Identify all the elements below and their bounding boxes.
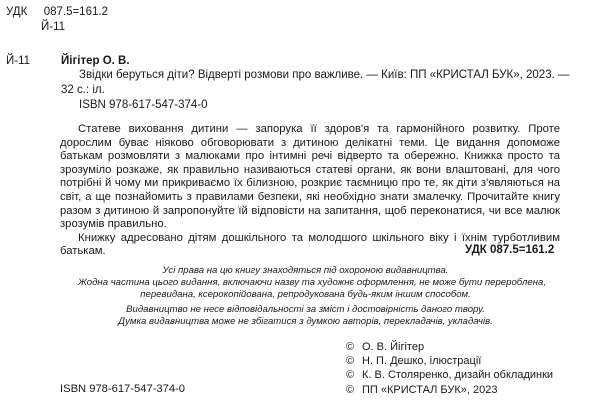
disclaimer-notice bbox=[78, 304, 533, 328]
isbn-bottom: ISBN 978-617-547-374-0 bbox=[60, 383, 186, 395]
disclaimer-line-1: Видавництво не несе відповідальності за зміст і достовірність даного твору. bbox=[126, 304, 485, 315]
copyright-icon: © bbox=[346, 383, 355, 396]
udk-header bbox=[6, 5, 108, 19]
catalog-code: Й-11 bbox=[6, 55, 31, 67]
copyright-row bbox=[346, 383, 553, 397]
annotation-paragraph-2: Книжку адресовано дітям дошкільного та молодшого шкільного віку і їхнім турботливим батькам. bbox=[60, 231, 560, 258]
rights-notice bbox=[78, 265, 546, 302]
rights-line-2: Жодна частина цього видання, включаючи назву та художнє оформлення, не може бути перероблена, bbox=[78, 277, 546, 289]
catalog-pages: 32 с.: іл. bbox=[61, 84, 105, 96]
udk-label: УДК bbox=[6, 6, 28, 18]
copyright-row bbox=[346, 368, 553, 382]
copyright-block bbox=[346, 340, 553, 397]
copyright-row bbox=[346, 340, 553, 354]
copyright-publisher: ПП «КРИСТАЛ БУК», 2023 bbox=[362, 383, 498, 396]
rights-line-3: перевидана, ксерокопійована, репродукована будь-яким іншим способом. bbox=[140, 289, 471, 301]
udk-bottom: УДК 087.5=161.2 bbox=[465, 244, 555, 256]
annotation bbox=[60, 123, 560, 259]
disclaimer-line-2: Думка видавництва може не збігатися з думкою авторів, перекладачів, укладачів. bbox=[118, 316, 493, 328]
header-code: Й-11 bbox=[41, 21, 66, 33]
copyright-author: О. В. Йігітер bbox=[362, 341, 425, 353]
copyright-icon: © bbox=[346, 369, 355, 382]
catalog-title: Звідки беруться діти? Відверті розмови про важливе. — Київ: ПП «КРИСТАЛ БУК», 2023. — bbox=[79, 69, 570, 81]
annotation-paragraph-1: Статеве виховання дитини — запорука її здоров'я та гармонійного розвитку. Проте дорослим буває ніяково обговорювати з дитиною делікатні теми. Це видання допоможе батькам розмовляти з малюками про інтимні речі відверто та обережно. Книжка просто та зрозуміло розкаже, як правильно називаються статеві органи, як вони влаштовані, для чого потрібні й чому ми прикриваємо їх білизною, розкриє таємницю про те, як діти з'являються на світ, а ще познайомить з правилами безпеки, які необхідно знати змалечку. Прочитайте книгу разом з дитиною й запропонуйте їй відповісти на запитання, щоб переконатися, чи все малюк зрозумів правильно. bbox=[60, 123, 560, 231]
udk-value: 087.5=161.2 bbox=[43, 6, 108, 18]
copyright-icon: © bbox=[346, 355, 355, 368]
copyright-row bbox=[346, 354, 553, 368]
catalog-isbn: ISBN 978-617-547-374-0 bbox=[79, 99, 208, 111]
catalog-author: Йігітер О. В. bbox=[61, 55, 130, 67]
copyright-illustrator: Н. П. Дешко, ілюстрації bbox=[362, 355, 482, 368]
copyright-cover-designer: К. В. Столяренко, дизайн обкладинки bbox=[362, 369, 554, 382]
rights-line-1: Усі права на цю книгу знаходяться під охороною видавництва. bbox=[162, 265, 449, 276]
copyright-icon: © bbox=[346, 341, 355, 353]
